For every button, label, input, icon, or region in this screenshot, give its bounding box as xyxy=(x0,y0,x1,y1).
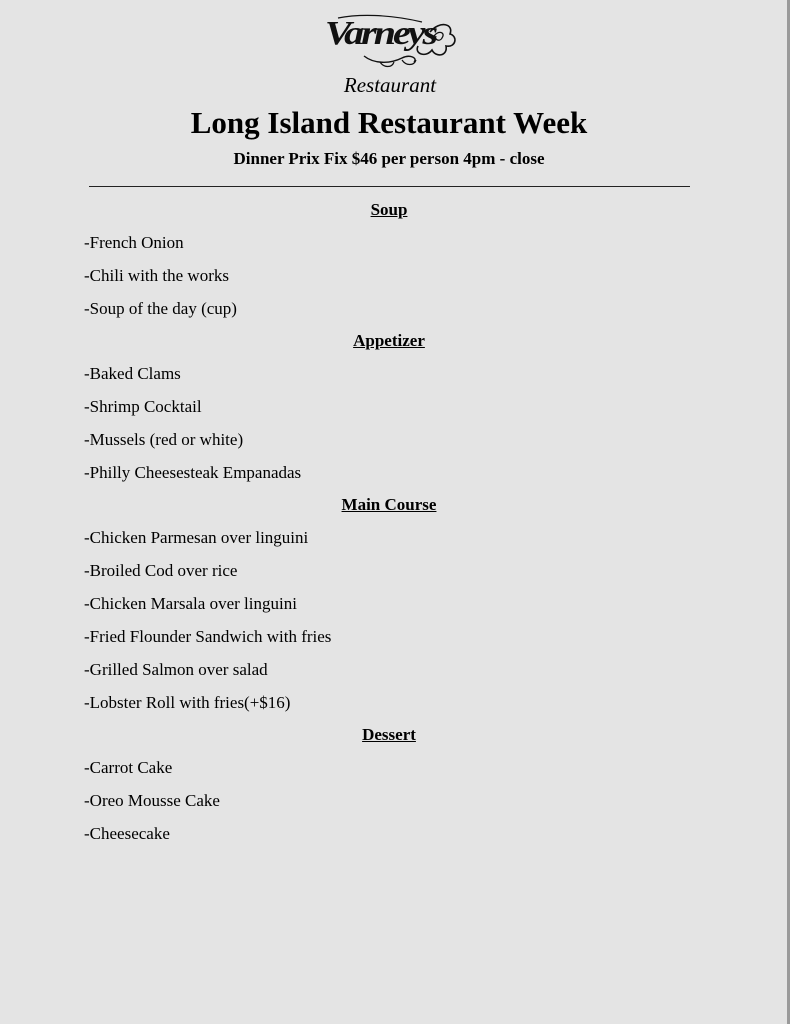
menu-item: -Carrot Cake xyxy=(84,758,173,777)
section-heading-main-course: Main Course xyxy=(341,495,437,514)
menu-item: -Philly Cheesesteak Empanadas xyxy=(84,463,302,482)
logo-wordmark: Varneys xyxy=(324,13,436,52)
menu-item: -Oreo Mousse Cake xyxy=(84,791,220,810)
menu-item: -Lobster Roll with fries(+$16) xyxy=(84,693,291,712)
menu-item: -Mussels (red or white) xyxy=(84,430,244,449)
menu-item: -Grilled Salmon over salad xyxy=(84,660,268,679)
menu-item: -Chili with the works xyxy=(84,266,229,285)
menu-item: -Fried Flounder Sandwich with fries xyxy=(84,627,332,646)
menu-item: -Chicken Parmesan over linguini xyxy=(84,528,309,547)
menu-item: -French Onion xyxy=(84,233,184,252)
menu-item: -Soup of the day (cup) xyxy=(84,299,237,318)
page-title: Long Island Restaurant Week xyxy=(190,105,588,140)
section-heading-appetizer: Appetizer xyxy=(353,331,425,350)
logo-subtitle: Restaurant xyxy=(343,73,437,97)
menu-item: -Broiled Cod over rice xyxy=(84,561,238,580)
menu-item: -Chicken Marsala over linguini xyxy=(84,594,297,613)
restaurant-logo xyxy=(318,12,458,74)
menu-item: -Baked Clams xyxy=(84,364,181,383)
header-divider xyxy=(89,186,690,187)
section-heading-soup: Soup xyxy=(370,200,408,219)
price-subtitle: Dinner Prix Fix $46 per person 4pm - close xyxy=(233,149,545,168)
menu-item: -Cheesecake xyxy=(84,824,170,843)
menu-item: -Shrimp Cocktail xyxy=(84,397,202,416)
section-heading-dessert: Dessert xyxy=(362,725,416,744)
